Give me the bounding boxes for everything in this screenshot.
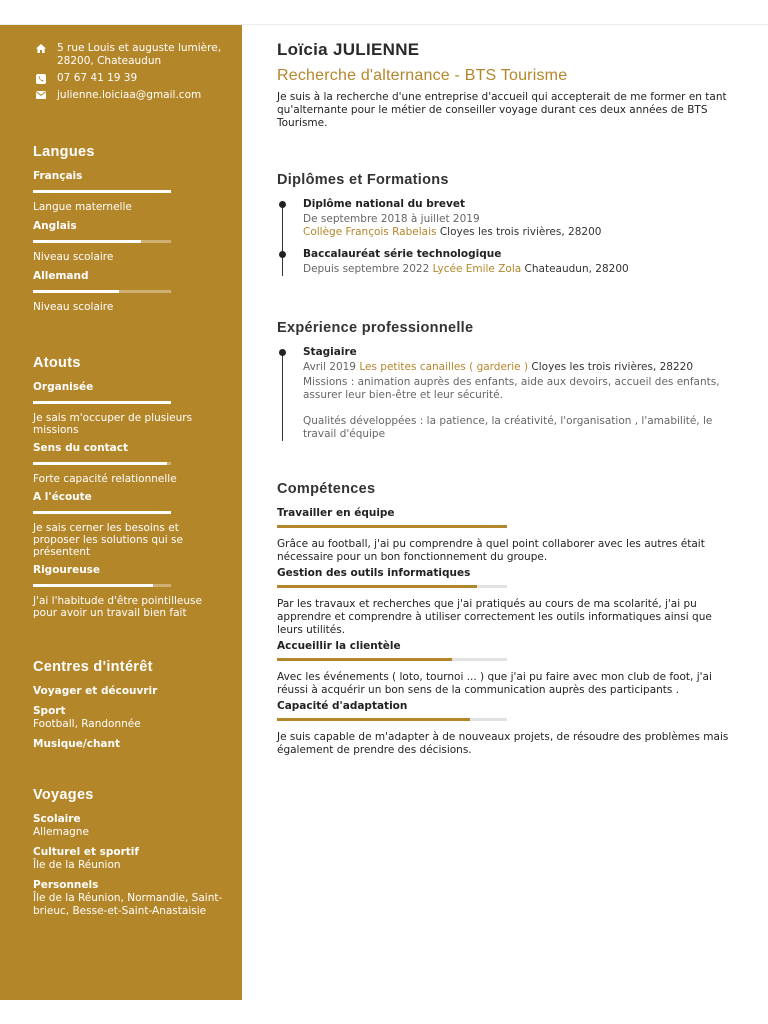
skill-level-bar	[277, 525, 507, 528]
atout-item	[33, 442, 224, 485]
envelope-icon	[36, 89, 48, 99]
languages-heading: Langues	[33, 144, 95, 160]
experience-title: Stagiaire	[303, 346, 357, 358]
interest-detail: Football, Randonnée	[33, 718, 141, 730]
language-level-bar	[33, 190, 171, 193]
home-icon	[36, 42, 48, 53]
timeline-dot	[279, 201, 286, 208]
school-place: Cloyes les trois rivières, 28200	[439, 226, 602, 238]
skill-name: Accueillir la clientèle	[277, 640, 401, 652]
education-item	[303, 198, 737, 239]
language-item	[33, 170, 224, 213]
level-fill	[33, 511, 171, 514]
language-name: Allemand	[33, 270, 89, 282]
interest-title: Musique/chant	[33, 738, 120, 750]
atout-item	[33, 564, 224, 619]
language-level-bar	[33, 240, 171, 243]
contact-address	[33, 42, 224, 68]
atout-desc: Je sais m'occuper de plusieurs missions	[33, 412, 193, 436]
skill-item	[277, 507, 737, 564]
level-fill	[33, 290, 119, 293]
summary-text: Je suis à la recherche d'une entreprise d'accueil qui accepterait de me former en tant qu'alternante pour le métier de conseiller voyage durant ces deux années de BTS Tourisme.	[277, 91, 727, 129]
atouts-heading: Atouts	[33, 355, 81, 371]
experience-section	[277, 320, 737, 441]
voyage-title: Scolaire	[33, 813, 81, 825]
level-fill	[277, 525, 507, 528]
voyages-section	[33, 787, 224, 918]
education-heading: Diplômes et Formations	[277, 172, 449, 188]
skill-item	[277, 640, 737, 697]
level-fill	[277, 718, 470, 721]
skill-item	[277, 567, 737, 637]
voyages-heading: Voyages	[33, 787, 94, 803]
interests-section	[33, 659, 224, 751]
language-name: Anglais	[33, 220, 77, 232]
language-level-bar	[33, 290, 171, 293]
skill-item	[277, 700, 737, 757]
atout-level-bar	[33, 401, 171, 404]
voyage-detail: Île de la Réunion, Normandie, Saint-brieuc, Besse-et-Saint-Anastaisie	[33, 892, 223, 917]
school-name: Collège François Rabelais	[303, 226, 437, 238]
experience-dates: Avril 2019	[303, 361, 356, 373]
skill-desc: Je suis capable de m'adapter à de nouveaux projets, de résoudre des problèmes mais également de prendre des décisions.	[277, 731, 729, 756]
atout-desc: Je sais cerner les besoins et proposer les solutions qui se présentent	[33, 522, 183, 558]
level-fill	[33, 401, 171, 404]
level-fill	[33, 240, 141, 243]
atout-level-bar	[33, 462, 171, 465]
level-fill	[277, 658, 452, 661]
voyage-item	[33, 879, 224, 918]
skill-name: Travailler en équipe	[277, 507, 395, 519]
skill-name: Capacité d'adaptation	[277, 700, 408, 712]
timeline-dot	[279, 349, 286, 356]
education-section	[277, 172, 737, 276]
interest-item	[33, 738, 224, 751]
interest-item	[33, 705, 224, 731]
phone-text: 07 67 41 19 39	[57, 72, 138, 84]
language-item	[33, 270, 224, 313]
level-fill	[33, 190, 171, 193]
skill-name: Gestion des outils informatiques	[277, 567, 471, 579]
experience-item	[303, 346, 737, 441]
level-fill	[277, 585, 477, 588]
skill-level-bar	[277, 585, 507, 588]
experience-qualities: Qualités développées : la patience, la créativité, l'organisation , l'amabilité, le travail d'équipe	[303, 415, 713, 440]
atout-item	[33, 491, 224, 558]
skills-section	[277, 481, 737, 757]
education-timeline	[277, 198, 737, 276]
skill-desc: Avec les événements ( loto, tournoi ... ) que j'ai pu faire avec mon club de foot, j'ai réussi à acquérir un bon sens de la communication auprès des participants .	[277, 671, 712, 696]
languages-section	[33, 144, 224, 313]
atouts-section	[33, 355, 224, 619]
interest-title: Sport	[33, 705, 66, 717]
atout-name: Sens du contact	[33, 442, 128, 454]
skill-desc: Grâce au football, j'ai pu comprendre à quel point collaborer avec les autres était nécessaire pour un bon fonctionnement du groupe.	[277, 538, 705, 563]
education-title: Diplôme national du brevet	[303, 198, 466, 210]
experience-location	[303, 361, 737, 374]
experience-missions: Missions : animation auprès des enfants, aide aux devoirs, accueil des enfants, assurer leur bien-être et leur sécurité.	[303, 376, 720, 401]
address-text: 5 rue Louis et auguste lumière, 28200, Chateaudun	[57, 42, 222, 67]
timeline-line	[282, 350, 283, 441]
atout-name: Rigoureuse	[33, 564, 101, 576]
school-place: Chateaudun, 28200	[524, 263, 629, 275]
language-desc: Niveau scolaire	[33, 301, 114, 313]
voyage-title: Personnels	[33, 879, 99, 891]
atout-item	[33, 381, 224, 436]
interest-title: Voyager et découvrir	[33, 685, 158, 697]
skills-heading: Compétences	[277, 481, 376, 497]
candidate-name: Loïcia JULIENNE	[277, 40, 420, 59]
job-title: Recherche d'alternance - BTS Tourisme	[277, 67, 568, 84]
education-location	[303, 263, 737, 276]
skill-level-bar	[277, 718, 507, 721]
language-desc: Langue maternelle	[33, 201, 132, 213]
level-fill	[33, 584, 153, 587]
voyage-detail: Île de la Réunion	[33, 859, 121, 871]
voyage-title: Culturel et sportif	[33, 846, 139, 858]
contact-phone	[33, 72, 224, 85]
voyage-detail: Allemagne	[33, 826, 89, 838]
education-title: Baccalauréat série technologique	[303, 248, 502, 260]
voyage-item	[33, 813, 224, 839]
skill-desc: Par les travaux et recherches que j'ai pratiqués au cours de ma scolarité, j'ai pu apprendre et comprendre à utiliser correctement les outils informatiques ainsi que leurs utilités.	[277, 598, 712, 636]
atout-desc: J'ai l'habitude d'être pointilleuse pour avoir un travail bien fait	[33, 595, 202, 619]
school-name: Lycée Emile Zola	[432, 263, 522, 275]
voyage-item	[33, 846, 224, 872]
education-location	[303, 226, 737, 239]
contact-block	[33, 42, 224, 102]
language-name: Français	[33, 170, 83, 182]
atout-desc: Forte capacité relationnelle	[33, 473, 177, 485]
language-item	[33, 220, 224, 263]
experience-timeline	[277, 346, 737, 441]
timeline-line	[282, 202, 283, 276]
experience-heading: Expérience professionnelle	[277, 320, 474, 336]
email-text[interactable]: julienne.loiciaa@gmail.com	[57, 89, 202, 101]
education-dates: Depuis septembre 2022	[303, 263, 430, 275]
sidebar	[0, 25, 242, 1000]
education-item	[303, 248, 737, 276]
phone-icon	[36, 72, 48, 84]
atout-name: A l'écoute	[33, 491, 92, 503]
level-fill	[33, 462, 167, 465]
atout-level-bar	[33, 511, 171, 514]
company-place: Cloyes les trois rivières, 28220	[531, 361, 694, 373]
skill-level-bar	[277, 658, 507, 661]
atout-level-bar	[33, 584, 171, 587]
contact-email	[33, 89, 224, 102]
education-dates: De septembre 2018 à juillet 2019	[303, 213, 480, 225]
timeline-dot	[279, 251, 286, 258]
language-desc: Niveau scolaire	[33, 251, 114, 263]
interests-heading: Centres d'intérêt	[33, 659, 153, 675]
main-content	[277, 40, 737, 757]
atout-name: Organisée	[33, 381, 94, 393]
interest-item	[33, 685, 224, 698]
company-name: Les petites canailles ( garderie )	[359, 361, 529, 373]
